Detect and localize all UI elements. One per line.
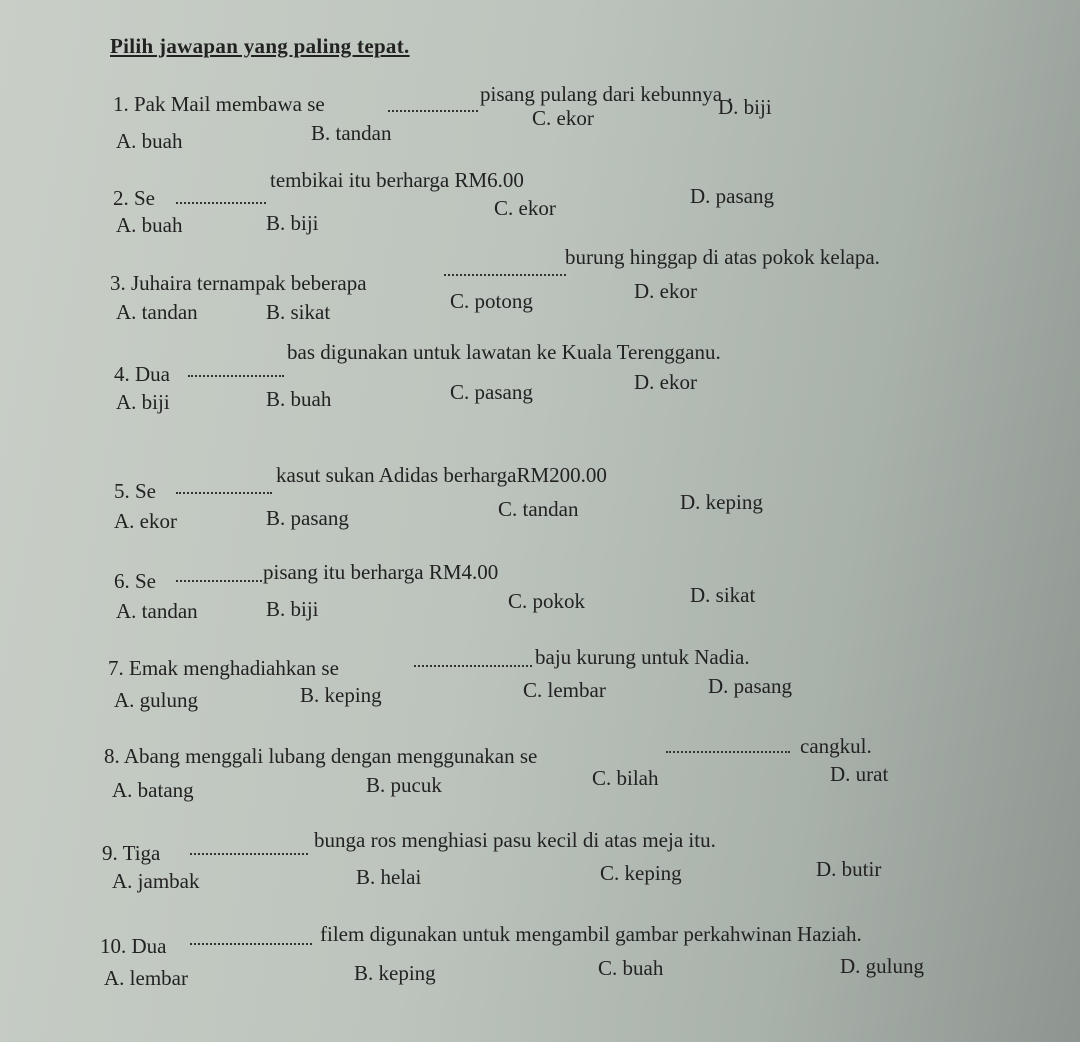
question-10-option-d: D. gulung	[840, 954, 924, 978]
question-6-stem-start: 6. Se	[114, 569, 156, 593]
question-10-option-a: A. lembar	[104, 966, 188, 990]
question-2-stem-end: tembikai itu berharga RM6.00	[270, 168, 524, 192]
question-3-option-b: B. sikat	[266, 300, 331, 324]
question-3-blank	[444, 270, 566, 276]
question-7-stem-start: 7. Emak menghadiahkan se	[108, 656, 339, 680]
question-7-option-d: D. pasang	[708, 674, 792, 698]
question-2-option-c: C. ekor	[494, 196, 556, 220]
question-10-option-b: B. keping	[354, 961, 436, 985]
question-8-blank	[666, 747, 790, 753]
question-10-stem-end: filem digunakan untuk mengambil gambar perkahwinan Haziah.	[320, 922, 862, 946]
question-4-option-c: C. pasang	[450, 380, 533, 404]
question-2-option-d: D. pasang	[690, 184, 774, 208]
question-4-stem-start: 4. Dua	[114, 362, 170, 386]
question-7-option-a: A. gulung	[114, 688, 198, 712]
question-1-option-d: D. biji	[718, 95, 772, 119]
question-1-stem-start: 1. Pak Mail membawa se	[113, 92, 325, 116]
question-3-option-a: A. tandan	[116, 300, 198, 324]
question-1-option-b: B. tandan	[311, 121, 392, 145]
question-9-option-b: B. helai	[356, 865, 422, 889]
question-7-option-c: C. lembar	[523, 678, 606, 702]
question-3-option-c: C. potong	[450, 289, 533, 313]
question-5-stem-end: kasut sukan Adidas berhargaRM200.00	[276, 463, 607, 487]
question-6-stem-end: pisang itu berharga RM4.00	[263, 560, 499, 584]
question-3-option-d: D. ekor	[634, 279, 697, 303]
question-9-blank	[190, 849, 308, 855]
question-4-stem-end: bas digunakan untuk lawatan ke Kuala Terengganu.	[287, 340, 721, 364]
question-8-stem-start: 8. Abang menggali lubang dengan menggunakan se	[104, 744, 538, 768]
question-5-option-b: B. pasang	[266, 506, 349, 530]
question-5-blank	[176, 488, 272, 494]
question-1-option-a: A. buah	[116, 129, 183, 153]
question-8-option-d: D. urat	[830, 762, 889, 786]
question-4-blank	[188, 371, 284, 377]
question-4-option-a: A. biji	[116, 390, 170, 414]
question-6-option-a: A. tandan	[116, 599, 198, 623]
question-7-blank	[414, 661, 532, 667]
question-2-option-b: B. biji	[266, 211, 319, 235]
question-6-option-c: C. pokok	[508, 589, 586, 613]
question-3-stem-end: burung hinggap di atas pokok kelapa.	[565, 245, 880, 269]
question-10-option-c: C. buah	[598, 956, 664, 980]
question-8-option-a: A. batang	[112, 778, 194, 802]
question-6-option-d: D. sikat	[690, 583, 756, 607]
question-2-stem-start: 2. Se	[113, 186, 155, 210]
worksheet-title: Pilih jawapan yang paling tepat.	[110, 34, 410, 58]
question-5-option-a: A. ekor	[114, 509, 177, 533]
question-5-option-d: D. keping	[680, 490, 763, 514]
question-4-option-d: D. ekor	[634, 370, 697, 394]
question-7-option-b: B. keping	[300, 683, 382, 707]
question-1-blank	[388, 106, 478, 112]
question-7-stem-end: baju kurung untuk Nadia.	[535, 645, 750, 669]
question-1-option-c: C. ekor	[532, 106, 594, 130]
question-8-option-b: B. pucuk	[366, 773, 442, 797]
question-2-blank	[176, 198, 266, 204]
question-9-stem-start: 9. Tiga	[102, 841, 161, 865]
question-3-stem-start: 3. Juhaira ternampak beberapa	[110, 271, 367, 295]
question-8-stem-end: cangkul.	[800, 734, 872, 758]
question-10-stem-start: 10. Dua	[100, 934, 167, 958]
question-4-option-b: B. buah	[266, 387, 332, 411]
question-5-option-c: C. tandan	[498, 497, 579, 521]
question-2-option-a: A. buah	[116, 213, 183, 237]
question-5-stem-start: 5. Se	[114, 479, 156, 503]
question-9-option-c: C. keping	[600, 861, 682, 885]
question-9-option-d: D. butir	[816, 857, 882, 881]
question-10-blank	[190, 939, 312, 945]
question-6-option-b: B. biji	[266, 597, 319, 621]
question-1-stem-end: pisang pulang dari kebunnya .	[480, 82, 733, 106]
question-6-blank	[176, 576, 262, 582]
question-8-option-c: C. bilah	[592, 766, 659, 790]
question-9-stem-end: bunga ros menghiasi pasu kecil di atas meja itu.	[314, 828, 716, 852]
question-9-option-a: A. jambak	[112, 869, 200, 893]
